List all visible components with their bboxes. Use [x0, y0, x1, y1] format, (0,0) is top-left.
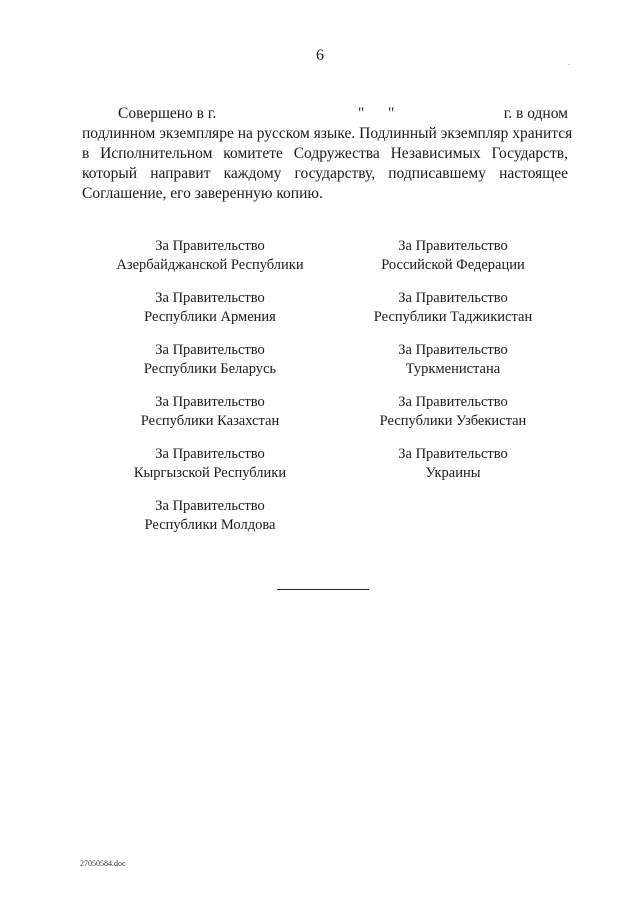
- page-number: 6: [316, 47, 324, 64]
- paragraph-first-line: [82, 104, 568, 124]
- signature-title: За Правительство: [155, 394, 265, 410]
- signature-country: Республики Казахстан: [140, 413, 280, 429]
- signature-country: Республики Узбекистан: [379, 413, 527, 429]
- signature-block-turkmenistan: [328, 341, 578, 393]
- signature-title: За Правительство: [155, 446, 265, 462]
- signature-country: Туркменистана: [405, 361, 501, 377]
- signature-block-belarus: [85, 341, 335, 393]
- signature-block-tajikistan: [328, 289, 578, 341]
- signature-title: За Правительство: [155, 498, 265, 514]
- closing-paragraph: [82, 104, 573, 204]
- signature-title: За Правительство: [155, 238, 265, 254]
- signature-block-uzbekistan: [328, 393, 578, 445]
- signatures-right-column: [328, 237, 578, 497]
- signature-country: Украины: [425, 465, 481, 481]
- end-divider-line: [277, 589, 369, 590]
- signature-block-ukraine: [328, 445, 578, 497]
- paragraph-line: Соглашение, его заверенную копию.: [82, 185, 323, 202]
- paragraph-line: подлинном экземпляре на русском языке. Подлинный экземпляр хранится: [82, 125, 573, 142]
- signature-country: Кыргызской Республики: [133, 465, 287, 481]
- signature-country: Азербайджанской Республики: [116, 257, 304, 273]
- paragraph-line: в Исполнительном комитете Содружества Независимых Государств,: [82, 145, 568, 162]
- signature-title: За Правительство: [155, 290, 265, 306]
- date-quote-close: ": [388, 105, 395, 122]
- footer-filename: 27050584.doc: [80, 859, 126, 868]
- done-in-city-label: Совершено в г.: [118, 105, 217, 122]
- signature-title: За Правительство: [398, 394, 508, 410]
- signature-block-kazakhstan: [85, 393, 335, 445]
- signature-block-azerbaijan: [85, 237, 335, 289]
- signature-country: Российской Федерации: [381, 257, 525, 273]
- year-label: г. в одном: [503, 105, 568, 122]
- signature-country: Республики Таджикистан: [373, 309, 533, 325]
- signature-title: За Правительство: [398, 238, 508, 254]
- signature-country: Республики Армения: [144, 309, 276, 325]
- signature-title: За Правительство: [398, 290, 508, 306]
- date-quote-open: ": [358, 105, 365, 122]
- signature-country: Республики Молдова: [144, 517, 276, 533]
- signature-block-russia: [328, 237, 578, 289]
- signature-title: За Правительство: [398, 446, 508, 462]
- signatures-left-column: [85, 237, 335, 549]
- corner-mark: .: [568, 58, 570, 67]
- paragraph-line: который направит каждому государству, подписавшему настоящее: [82, 165, 568, 182]
- signature-block-armenia: [85, 289, 335, 341]
- signature-block-moldova: [85, 497, 335, 549]
- signature-block-kyrgyzstan: [85, 445, 335, 497]
- signature-title: За Правительство: [398, 342, 508, 358]
- signature-country: Республики Беларусь: [143, 361, 277, 377]
- signature-title: За Правительство: [155, 342, 265, 358]
